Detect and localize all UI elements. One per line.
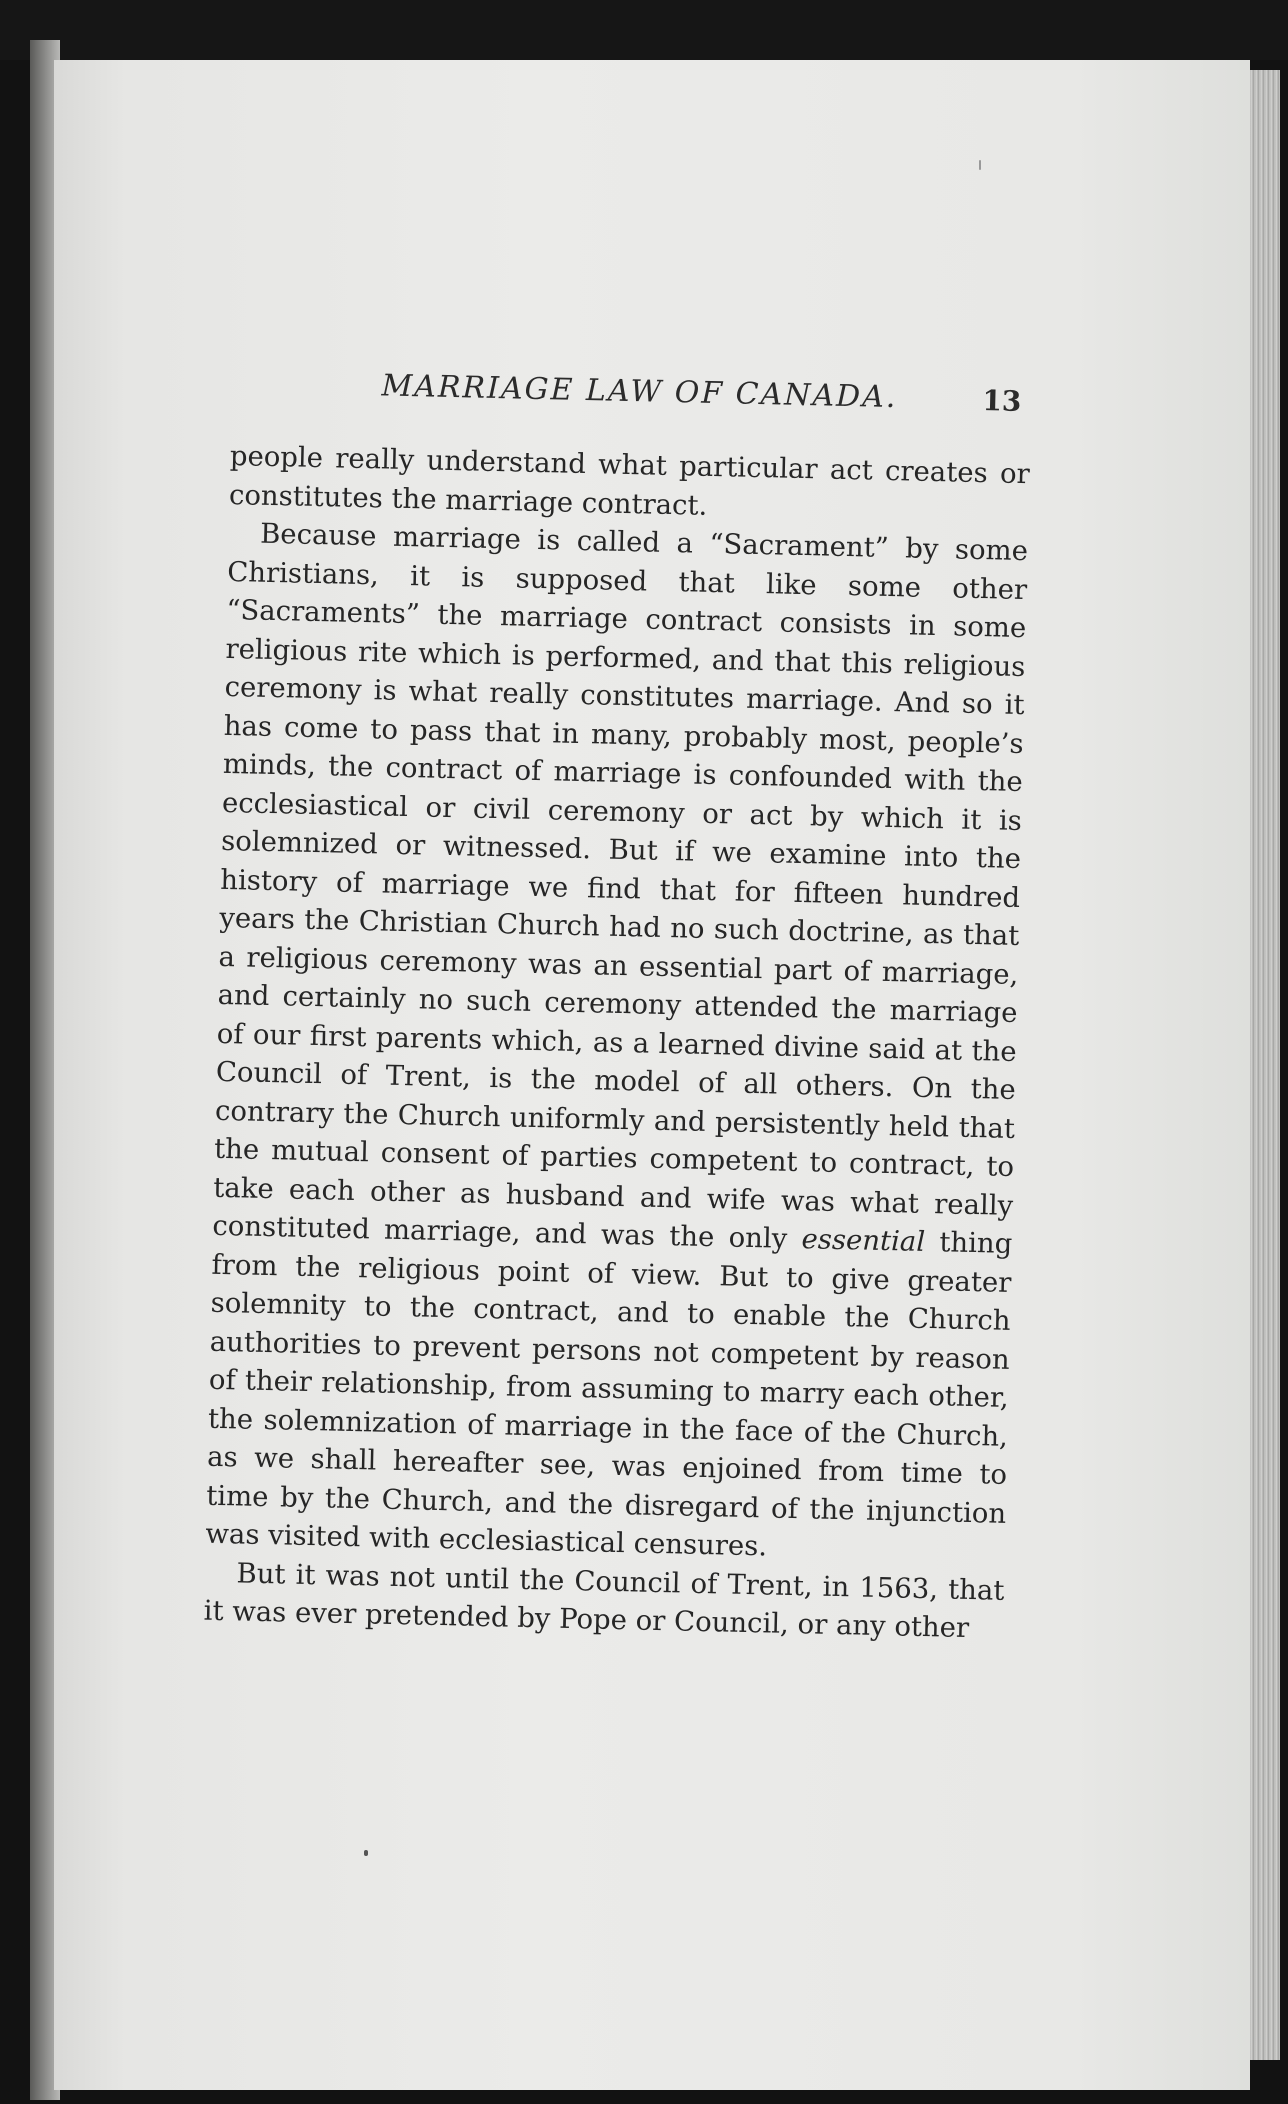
- page-number: 13: [982, 384, 1022, 418]
- emphasized-word: essential: [801, 1223, 926, 1258]
- paragraph-2: [205, 514, 1028, 1571]
- page-speck: [979, 160, 981, 170]
- paragraph-2-part-2: thing from the religious point of view. But to give greater solemnity to the contract, and to enable the Church authorities to prevent persons not competent by reason of their relationship, from assuming to marry each other, the solemnization of marriage in the face of the Church, as we shall hereafter see, was enjoined from time to time by the Church, and the disregard of the injunction was visited with ecclesiastical censures.: [205, 1225, 1013, 1563]
- paragraph-3: But it was not until the Council of Trent, in 1563, that it was ever pretended by Pope or Council, or any other: [203, 1556, 1005, 1645]
- page-speck: [364, 1850, 368, 1856]
- page-text: [203, 365, 1032, 1648]
- paragraph-1: people really understand what particular act creates or constitutes the marriage contract.: [228, 439, 1031, 522]
- paragraph-2-part-1: Because marriage is called a “Sacrament” by some Christians, it is supposed that like some other “Sacraments” the marriage contract consists in some religious rite which is performed, and that this religious ceremony is what really constitutes marriage. And so it has come to pass that in many, probably most, people’s minds, the contract of marriage is confounded with the ecclesiastical or civil ceremony or act by which it is solemnized or witnessed. But if we examine into the history of marriage we find that for fifteen hundred years the Christian Church had no such doctrine, as that a religious ceremony was an essential part of marriage, and certainly no such ceremony attended the marriage of our first parents which, as a learned divine said at the Council of Trent, is the model of all others. On the contrary the Church uniformly and persistently held that the mutual consent of parties competent to contract, to take each other as husband and wife was what really constituted marriage, and was the only: [212, 517, 1029, 1256]
- page-edges: [1250, 70, 1280, 2060]
- scan-top-border: [0, 0, 1288, 60]
- body-text: [203, 437, 1030, 1648]
- running-head-title: MARRIAGE LAW OF CANADA.: [381, 368, 898, 416]
